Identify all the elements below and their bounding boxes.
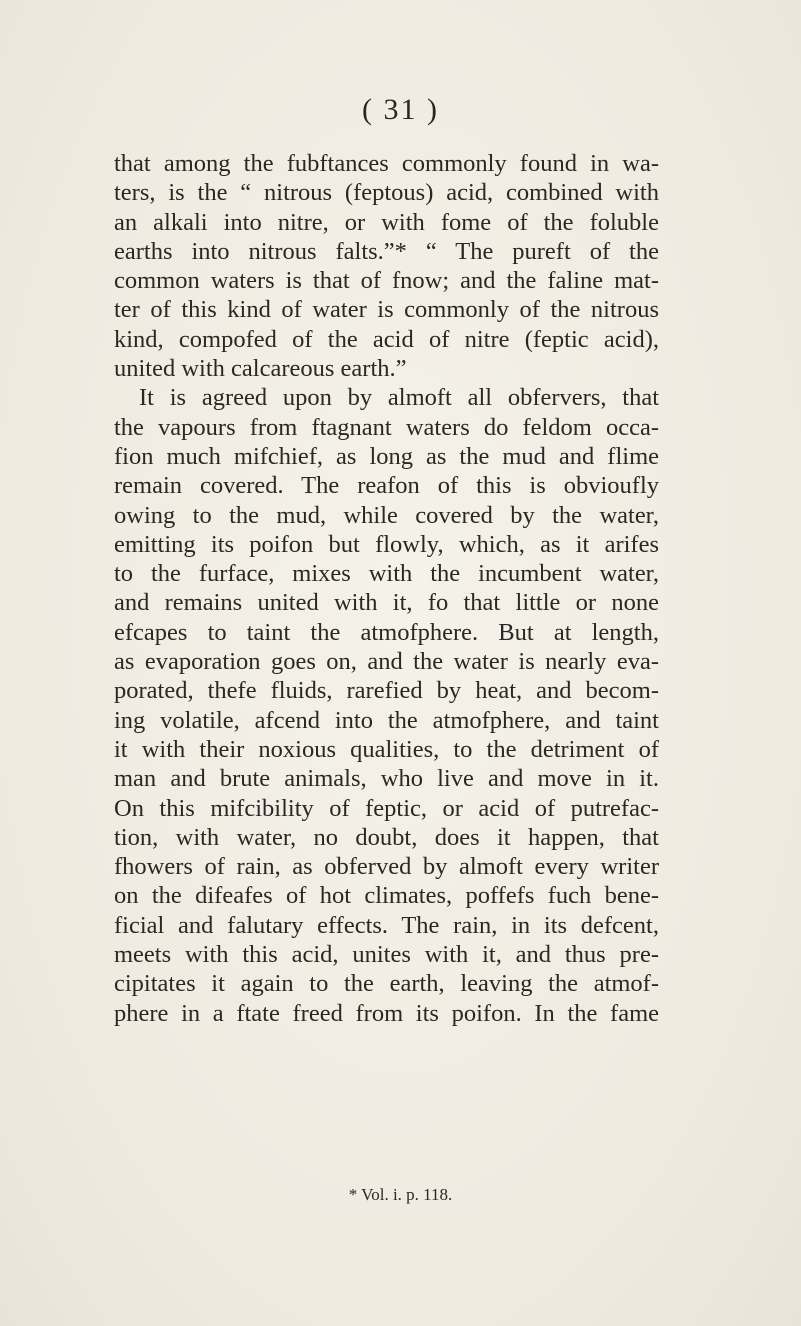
text-line: porated, thefe fluids, rarefied by heat, and becom- bbox=[114, 677, 659, 705]
text-line: to the furface, mixes with the incumbent water, bbox=[114, 560, 659, 588]
text-line: ing volatile, afcend into the atmofphere, and taint bbox=[114, 706, 659, 734]
text-line: kind, compofed of the acid of nitre (feptic acid), bbox=[114, 325, 659, 353]
text-line: it with their noxious qualities, to the detriment of bbox=[114, 735, 659, 763]
page-number: ( 31 ) bbox=[362, 93, 439, 126]
text-line: remain covered. The reafon of this is obvioufly bbox=[114, 472, 659, 500]
text-line: ficial and falutary effects. The rain, in its defcent, bbox=[114, 911, 659, 939]
text-line: common waters is that of fnow; and the faline mat- bbox=[114, 267, 659, 295]
text-line: the vapours from ftagnant waters do feldom occa- bbox=[114, 413, 659, 441]
text-line: earths into nitrous falts.”* “ The pureft of the bbox=[114, 237, 659, 265]
text-line: as evaporation goes on, and the water is nearly eva- bbox=[114, 648, 659, 676]
text-line: man and brute animals, who live and move in it. bbox=[114, 765, 659, 793]
text-line: owing to the mud, while covered by the water, bbox=[114, 501, 659, 529]
text-line: On this mifcibility of feptic, or acid of putrefac- bbox=[114, 794, 659, 822]
text-line: an alkali into nitre, or with fome of the foluble bbox=[114, 208, 659, 236]
text-line: tion, with water, no doubt, does it happen, that bbox=[114, 823, 659, 851]
text-line: united with calcareous earth.” bbox=[114, 355, 407, 383]
text-line: and remains united with it, fo that little or none bbox=[114, 589, 659, 617]
text-line: emitting its poifon but flowly, which, as it arifes bbox=[114, 530, 659, 558]
text-line: ter of this kind of water is commonly of the nitrous bbox=[114, 296, 659, 324]
text-line: fhowers of rain, as obferved by almoft every writer bbox=[114, 853, 659, 881]
text-line: meets with this acid, unites with it, and thus pre- bbox=[114, 941, 659, 969]
text-line: cipitates it again to the earth, leaving the atmof- bbox=[114, 970, 659, 998]
text-line: fion much mifchief, as long as the mud and flime bbox=[114, 442, 659, 470]
text-line: ters, is the “ nitrous (feptous) acid, combined with bbox=[114, 179, 659, 207]
text-line: that among the fubftances commonly found in wa- bbox=[114, 150, 659, 177]
footnote: * Vol. i. p. 118. bbox=[348, 1185, 453, 1204]
text-line: phere in a ftate freed from its poifon. In the fame bbox=[114, 999, 659, 1027]
text-line: It is agreed upon by almoft all obfervers, that bbox=[139, 384, 659, 412]
text-line: efcapes to taint the atmofphere. But at length, bbox=[114, 618, 659, 646]
body-text bbox=[114, 149, 659, 1028]
text-line: on the difeafes of hot climates, poffefs fuch bene- bbox=[114, 882, 659, 910]
